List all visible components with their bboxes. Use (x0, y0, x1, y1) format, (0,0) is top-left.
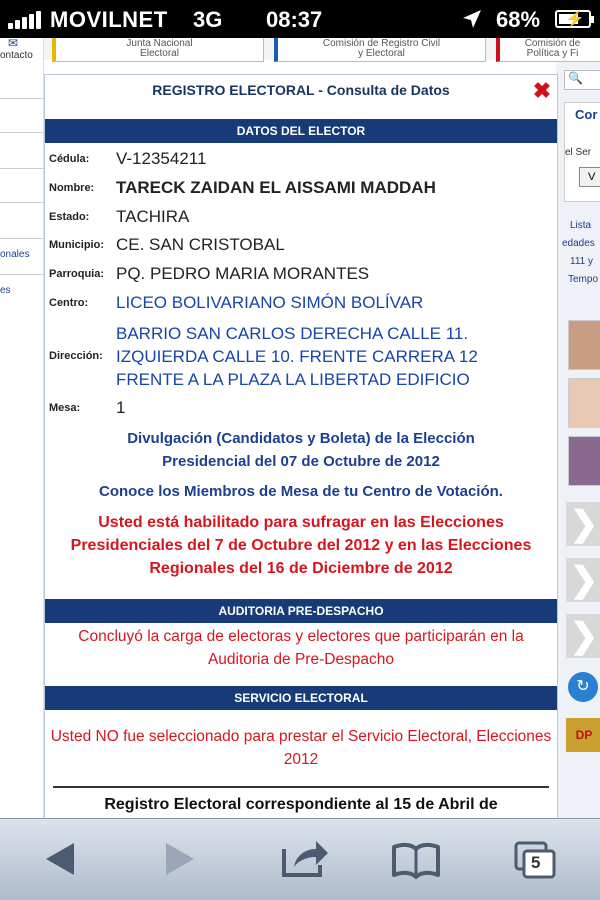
section-auditoria: AUDITORIA PRE-DESPACHO (45, 599, 557, 623)
section-servicio: SERVICIO ELECTORAL (45, 686, 557, 710)
cedula-value: V-12354211 (116, 149, 207, 168)
background-right-panel (556, 62, 600, 818)
cedula-label: Cédula: (49, 153, 90, 165)
location-arrow-icon (461, 8, 483, 36)
dp-logo-icon[interactable]: DP (566, 718, 600, 752)
tab-label: Comisión de Política y Fi (524, 38, 581, 59)
right-panel-box (564, 102, 600, 202)
centro-value[interactable]: LICEO BOLIVARIANO SIMÓN BOLÍVAR (116, 293, 424, 312)
chevron-right-icon[interactable]: ❯ (566, 502, 600, 546)
estado-label: Estado: (49, 211, 90, 223)
servicio-message: Usted NO fue seleccionado para prestar el Servicio Electoral, Elecciones 2012 (50, 728, 552, 768)
parroquia-label: Parroquia: (49, 268, 105, 280)
left-nav-item[interactable] (0, 98, 44, 132)
right-panel-link[interactable]: Lista (570, 220, 592, 231)
tab-registro-civil[interactable] (274, 38, 486, 62)
municipio-label: Municipio: (49, 239, 104, 251)
parroquia-value: PQ. PEDRO MARIA MORANTES (116, 264, 370, 283)
right-panel-link[interactable]: Tempo (568, 274, 599, 285)
mesa-value: 1 (116, 398, 126, 417)
share-icon[interactable] (274, 819, 334, 900)
right-panel-link[interactable]: 111 y (570, 256, 593, 267)
network-type: 3G (193, 7, 223, 32)
popup-title: REGISTRO ELECTORAL - Consulta de Datos (152, 82, 450, 98)
chevron-right-icon[interactable]: ❯ (566, 558, 600, 602)
thumbnail-image[interactable] (568, 436, 600, 486)
left-nav-item[interactable] (0, 274, 44, 308)
divider (53, 786, 549, 788)
direccion-value: BARRIO SAN CARLOS DERECHA CALLE 11. IZQUIERDA CALLE 10. FRENTE CARRERA 12 FRENTE A LA PLAZA LA LIBERTAD EDIFICIO (116, 324, 478, 389)
direccion-label: Dirección: (49, 350, 103, 362)
thumbnail-image[interactable] (568, 320, 600, 370)
estado-value: TACHIRA (116, 207, 190, 226)
close-icon[interactable]: ✖ (532, 78, 552, 103)
thumbnail-image[interactable] (568, 378, 600, 428)
back-icon[interactable] (30, 819, 90, 900)
mail-icon: ✉ (8, 36, 19, 50)
left-nav-label: onales (0, 249, 30, 260)
right-panel-heading: Cor (575, 107, 598, 122)
carrier-name: MOVILNET (50, 7, 168, 32)
nombre-label: Nombre: (49, 182, 95, 194)
right-panel-link[interactable]: edades (562, 238, 595, 249)
tabs-count: 5 (531, 853, 541, 872)
search-input[interactable]: 🔍 (564, 70, 600, 90)
registro-message: Registro Electoral correspondiente al 15 de Abril de (104, 796, 498, 813)
section-datos-elector: DATOS DEL ELECTOR (45, 119, 557, 143)
nombre-value: TARECK ZAIDAN EL AISSAMI MADDAH (116, 178, 436, 197)
chevron-right-icon[interactable]: ❯ (566, 614, 600, 658)
status-bar (0, 0, 600, 38)
centro-label: Centro: (49, 297, 89, 309)
tab-junta-nacional[interactable] (52, 38, 264, 62)
battery-icon (555, 10, 591, 28)
tab-label: Comisión de Registro Civil y Electoral (322, 38, 441, 59)
left-nav-item[interactable] (0, 132, 44, 168)
clock: 08:37 (266, 7, 323, 32)
right-panel-button[interactable]: V (579, 167, 600, 187)
municipio-value: CE. SAN CRISTOBAL (116, 235, 285, 254)
consulta-popup (44, 74, 558, 820)
refresh-badge-icon[interactable]: ↻ (568, 672, 598, 702)
tabs-icon[interactable] (508, 819, 568, 900)
tab-label: Junta Nacional Electoral (126, 38, 193, 59)
left-nav-item[interactable] (0, 168, 44, 202)
forward-icon[interactable] (150, 819, 210, 900)
habilitado-message: Usted está habilitado para sufragar en las Elecciones Presidenciales del 7 de Octubre del 2012 y en las Elecciones Regionales del 16 de Diciembre de 2012 (70, 514, 532, 577)
divulgacion-link[interactable]: Divulgación (Candidatos y Boleta) de la Elección Presidencial del 07 de Octubre de 2012 (127, 430, 475, 470)
mesa-label: Mesa: (49, 402, 81, 414)
charging-bolt-icon: ⚡ (565, 11, 585, 28)
left-nav-item[interactable] (0, 202, 44, 238)
background-left-nav (0, 38, 44, 818)
bookmarks-icon[interactable] (386, 819, 446, 900)
miembros-mesa-link[interactable]: Conoce los Miembros de Mesa de tu Centro de Votación. (99, 483, 503, 500)
auditoria-message: Concluyó la carga de electoras y electores que participarán en la Auditoria de Pre-Despacho (78, 628, 524, 668)
tab-politica[interactable] (496, 38, 600, 62)
right-panel-text: el Ser (565, 147, 592, 158)
left-nav-item[interactable] (0, 238, 44, 274)
browser-toolbar (0, 818, 600, 900)
contact-link[interactable]: ontacto (0, 50, 33, 61)
left-nav-label: es (0, 285, 11, 296)
battery-percent: 68% (496, 7, 541, 32)
